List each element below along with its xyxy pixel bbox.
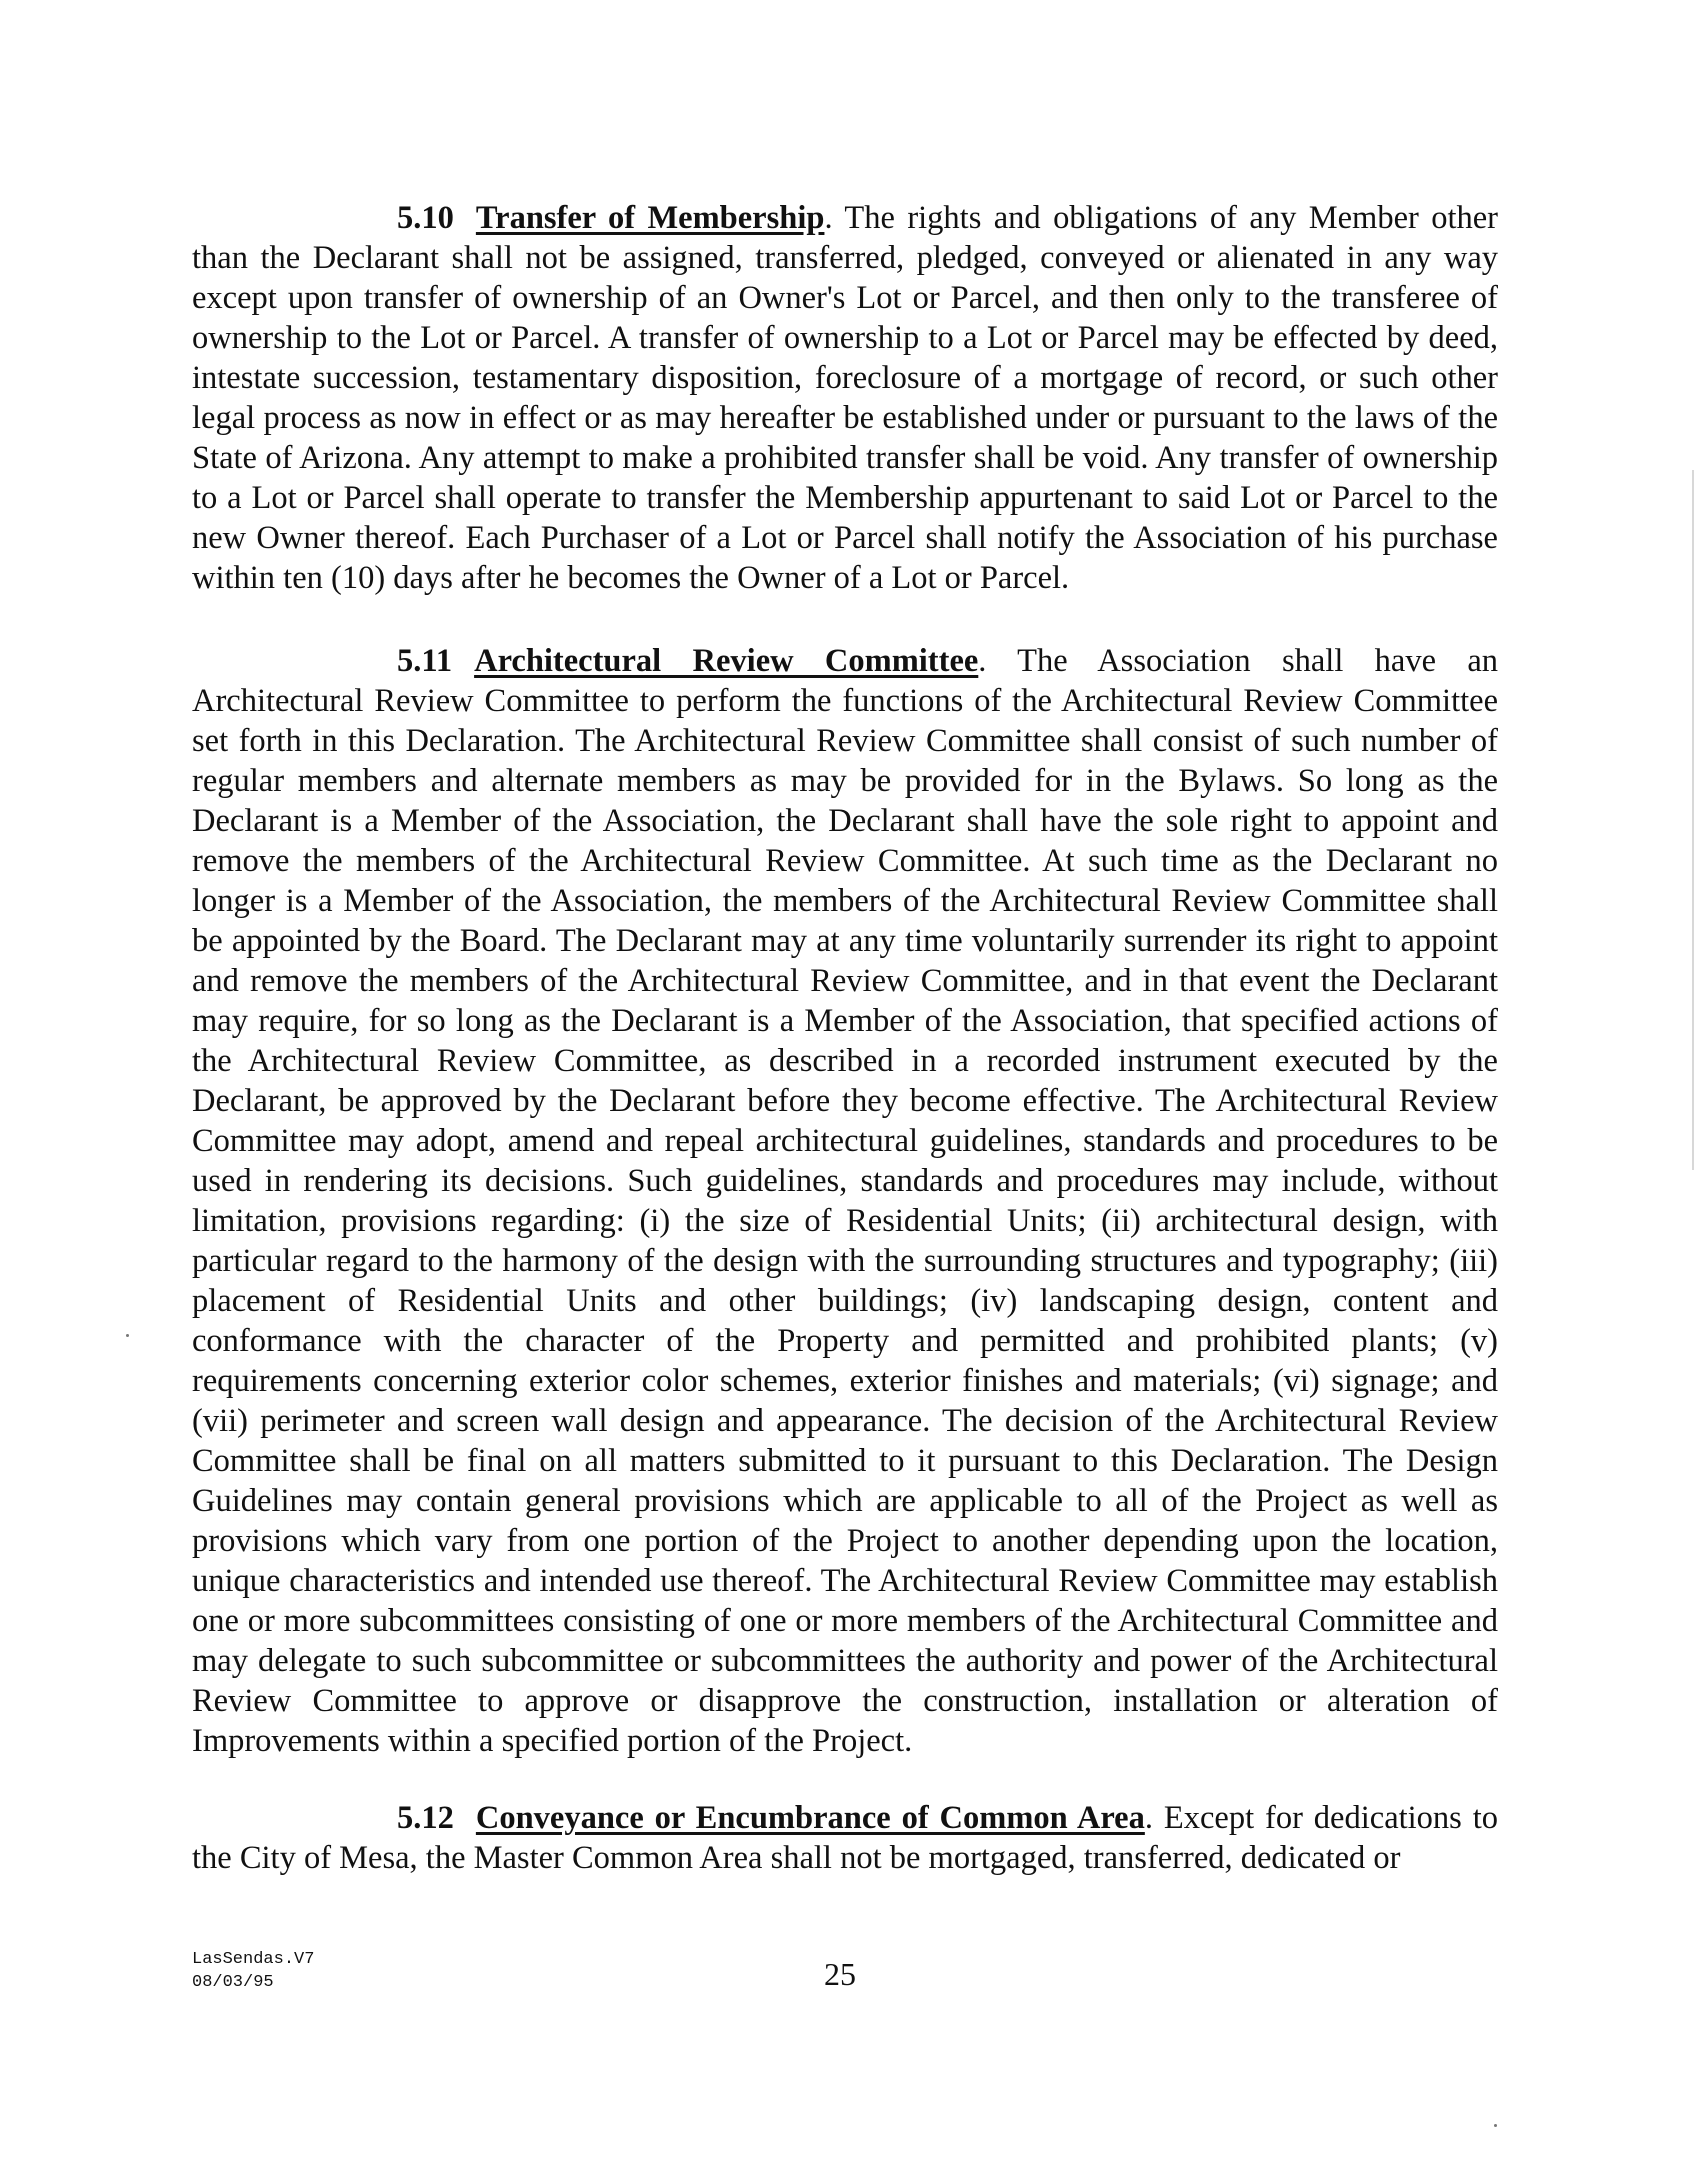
section-title: Architectural Review Committee	[474, 643, 979, 679]
section-number: 5.12	[397, 1800, 454, 1836]
scan-speck	[126, 1334, 129, 1337]
section-5-11: 5.11 Architectural Review Committee. The Association shall have an Architectural Review Committee to perform the functions of the Architectural Review Committee set forth in this Declaration. The Architectural Review Committee shall consist of such number of regular members and alternate members as may be provided for in the Bylaws. So long as the Declarant is a Member of the Association, the Declarant shall have the sole right to appoint and remove the members of the Architectural Review Committee. At such time as the Declarant no longer is a Member of the Association, the members of the Architectural Review Committee shall be appointed by the Board. The Declarant may at any time voluntarily surrender its right to appoint and remove the members of the Architectural Review Committee, and in that event the Declarant may require, for so long as the Declarant is a Member of the Association, that specified actions of the Architectural Review Committee, as described in a recorded instrument executed by the Declarant, be approved by the Declarant before they become effective. The Architectural Review Committee may adopt, amend and repeal architectural guidelines, standards and procedures to be used in rendering its decisions. Such guidelines, standards and procedures may include, without limitation, provisions regarding: (i) the size of Residential Units; (ii) architectural design, with particular regard to the harmony of the design with the surrounding structures and typography; (iii) placement of Residential Units and other buildings; (iv) landscaping design, content and conformance with the character of the Property and permitted and prohibited plants; (v) requirements concerning exterior color schemes, exterior finishes and materials; (vi) signage; and (vii) perimeter and screen wall design and appearance. The decision of the Architectural Review Committee shall be final on all matters submitted to it pursuant to this Declaration. The Design Guidelines may contain general provisions which are applicable to all of the Project as well as provisions which vary from one portion of the Project to another depending upon the location, unique characteristics and intended use thereof. The Architectural Review Committee may establish one or more subcommittees consisting of one or more members of the Architectural Committee and may delegate to such subcommittee or subcommittees the authority and power of the Architectural Review Committee to approve or disapprove the construction, installation or alteration of Improvements within a specified portion of the Project.	[192, 643, 1498, 1759]
section-body: Except for dedications to the City of Mesa, the Master Common Area shall not be mortgaged, transferred, dedicated or	[192, 1800, 1499, 1876]
page-number: 25	[824, 1956, 856, 1992]
document-footer-code	[192, 1948, 314, 1994]
section-title: Transfer of Membership	[475, 200, 825, 236]
section-5-12: 5.12 Conveyance or Encumbrance of Common Area. Except for dedications to the City of Mesa, the Master Common Area shall not be mortgaged, transferred, dedicated or	[192, 1800, 1499, 1876]
scan-speck	[1494, 2124, 1497, 2127]
section-body: The rights and obligations of any Member other than the Declarant shall not be assigned, transferred, pledged, conveyed or alienated in any way except upon transfer of ownership of an Owner's Lot or Parcel, and then only to the transferee of ownership to the Lot or Parcel. A transfer of ownership to a Lot or Parcel may be effected by deed, intestate succession, testamentary disposition, foreclosure of a mortgage of record, or such other legal process as now in effect or as may hereafter be established under or pursuant to the laws of the State of Arizona. Any attempt to make a prohibited transfer shall be void. Any transfer of ownership to a Lot or Parcel shall operate to transfer the Membership appurtenant to said Lot or Parcel to the new Owner thereof. Each Purchaser of a Lot or Parcel shall notify the Association of his purchase within ten (10) days after he becomes the Owner of a Lot or Parcel.	[192, 200, 1498, 596]
scan-edge-mark	[1692, 470, 1694, 1170]
section-number: 5.11	[397, 643, 453, 679]
section-number: 5.10	[397, 200, 454, 236]
section-body: The Association shall have an Architectural Review Committee to perform the functions of the Architectural Review Committee set forth in this Declaration. The Architectural Review Committee shall consist of such number of regular members and alternate members as may be provided for in the Bylaws. So long as the Declarant is a Member of the Association, the Declarant shall have the sole right to appoint and remove the members of the Architectural Review Committee. At such time as the Declarant no longer is a Member of the Association, the members of the Architectural Review Committee shall be appointed by the Board. The Declarant may at any time voluntarily surrender its right to appoint and remove the members of the Architectural Review Committee, and in that event the Declarant may require, for so long as the Declarant is a Member of the Association, that specified actions of the Architectural Review Committee, as described in a recorded instrument executed by the Declarant, be approved by the Declarant before they become effective. The Architectural Review Committee may adopt, amend and repeal architectural guidelines, standards and procedures to be used in rendering its decisions. Such guidelines, standards and procedures may include, without limitation, provisions regarding: (i) the size of Residential Units; (ii) architectural design, with particular regard to the harmony of the design with the surrounding structures and typography; (iii) placement of Residential Units and other buildings; (iv) landscaping design, content and conformance with the character of the Property and permitted and prohibited plants; (v) requirements concerning exterior color schemes, exterior finishes and materials; (vi) signage; and (vii) perimeter and screen wall design and appearance. The decision of the Architectural Review Committee shall be final on all matters submitted to it pursuant to this Declaration. The Design Guidelines may contain general provisions which are applicable to all of the Project as well as provisions which vary from one portion of the Project to another depending upon the location, unique characteristics and intended use thereof. The Architectural Review Committee may establish one or more subcommittees consisting of one or more members of the Architectural Committee and may delegate to such subcommittee or subcommittees the authority and power of the Architectural Review Committee to approve or disapprove the construction, installation or alteration of Improvements within a specified portion of the Project.	[192, 643, 1498, 1759]
section-title: Conveyance or Encumbrance of Common Area	[475, 1800, 1145, 1836]
section-5-10: 5.10 Transfer of Membership. The rights and obligations of any Member other than the Declarant shall not be assigned, transferred, pledged, conveyed or alienated in any way except upon transfer of ownership of an Owner's Lot or Parcel, and then only to the transferee of ownership to the Lot or Parcel. A transfer of ownership to a Lot or Parcel may be effected by deed, intestate succession, testamentary disposition, foreclosure of a mortgage of record, or such other legal process as now in effect or as may hereafter be established under or pursuant to the laws of the State of Arizona. Any attempt to make a prohibited transfer shall be void. Any transfer of ownership to a Lot or Parcel shall operate to transfer the Membership appurtenant to said Lot or Parcel to the new Owner thereof. Each Purchaser of a Lot or Parcel shall notify the Association of his purchase within ten (10) days after he becomes the Owner of a Lot or Parcel.	[192, 200, 1498, 596]
document-code: LasSendas.V7	[192, 1950, 315, 1969]
document-date: 08/03/95	[192, 1973, 274, 1992]
